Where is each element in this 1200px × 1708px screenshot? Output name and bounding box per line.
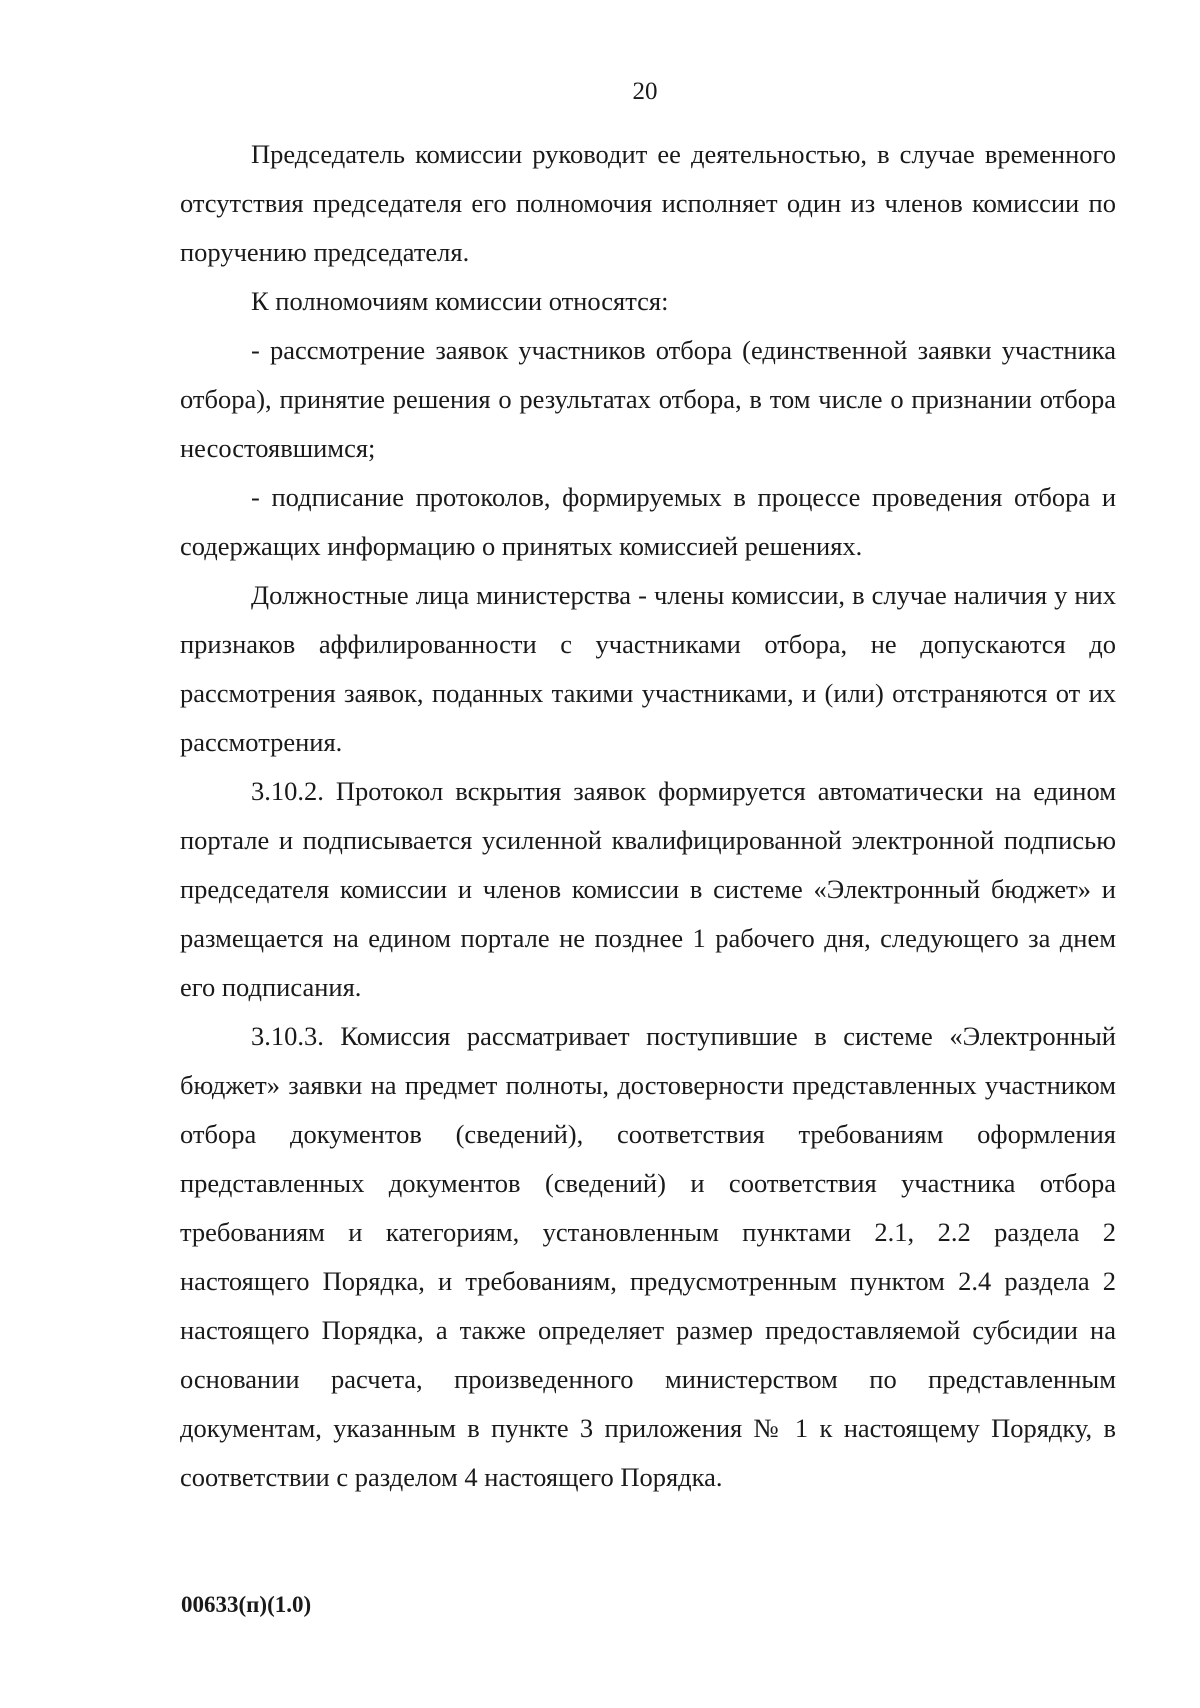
paragraph-affiliation: Должностные лица министерства - члены комиссии, в случае наличия у них признаков аффилированности с участниками отбора, не допускаются до рассмотрения заявок, поданных такими участниками, и (или) отстраняются от их рассмотрения. <box>180 580 1116 757</box>
paragraph-3-10-3: 3.10.3. Комиссия рассматривает поступившие в системе «Электронный бюджет» заявки на предмет полноты, достоверности представленных участником отбора документов (сведений), соответствия требованиям оформления представленных документов (сведений) и соответствия участника отбора требованиям и категориям, установленным пунктами 2.1, 2.2 раздела 2 настоящего Порядка, и требованиям, предусмотренным пунктом 2.4 раздела 2 настоящего Порядка, а также определяет размер предоставляемой субсидии на основании расчета, произведенного министерством по представленным документам, указанным в пункте 3 приложения № 1 к настоящему Порядку, в соответствии с разделом 4 настоящего Порядка. <box>180 1021 1116 1492</box>
page-number: 20 <box>632 78 658 105</box>
paragraph-3-10-2: 3.10.2. Протокол вскрытия заявок формируется автоматически на едином портале и подписывается усиленной квалифицированной электронной подписью председателя комиссии и членов комиссии в системе «Электронный бюджет» и размещается на едином портале не позднее 1 рабочего дня, следующего за днем его подписания. <box>180 776 1116 1002</box>
document-code: 00633(п)(1.0) <box>181 1592 312 1617</box>
paragraph-powers-intro: К полномочиям комиссии относятся: <box>251 286 669 316</box>
paragraph-powers-item-review: - рассмотрение заявок участников отбора (единственной заявки участника отбора), принятие решения о результатах отбора, в том числе о признании отбора несостоявшимся; <box>180 335 1116 463</box>
paragraph-powers-item-signing: - подписание протоколов, формируемых в процессе проведения отбора и содержащих информацию о принятых комиссией решениях. <box>180 482 1116 561</box>
paragraph-chairman: Председатель комиссии руководит ее деятельностью, в случае временного отсутствия председателя его полномочия исполняет один из членов комиссии по поручению председателя. <box>180 139 1116 267</box>
document-body <box>180 130 1116 1502</box>
